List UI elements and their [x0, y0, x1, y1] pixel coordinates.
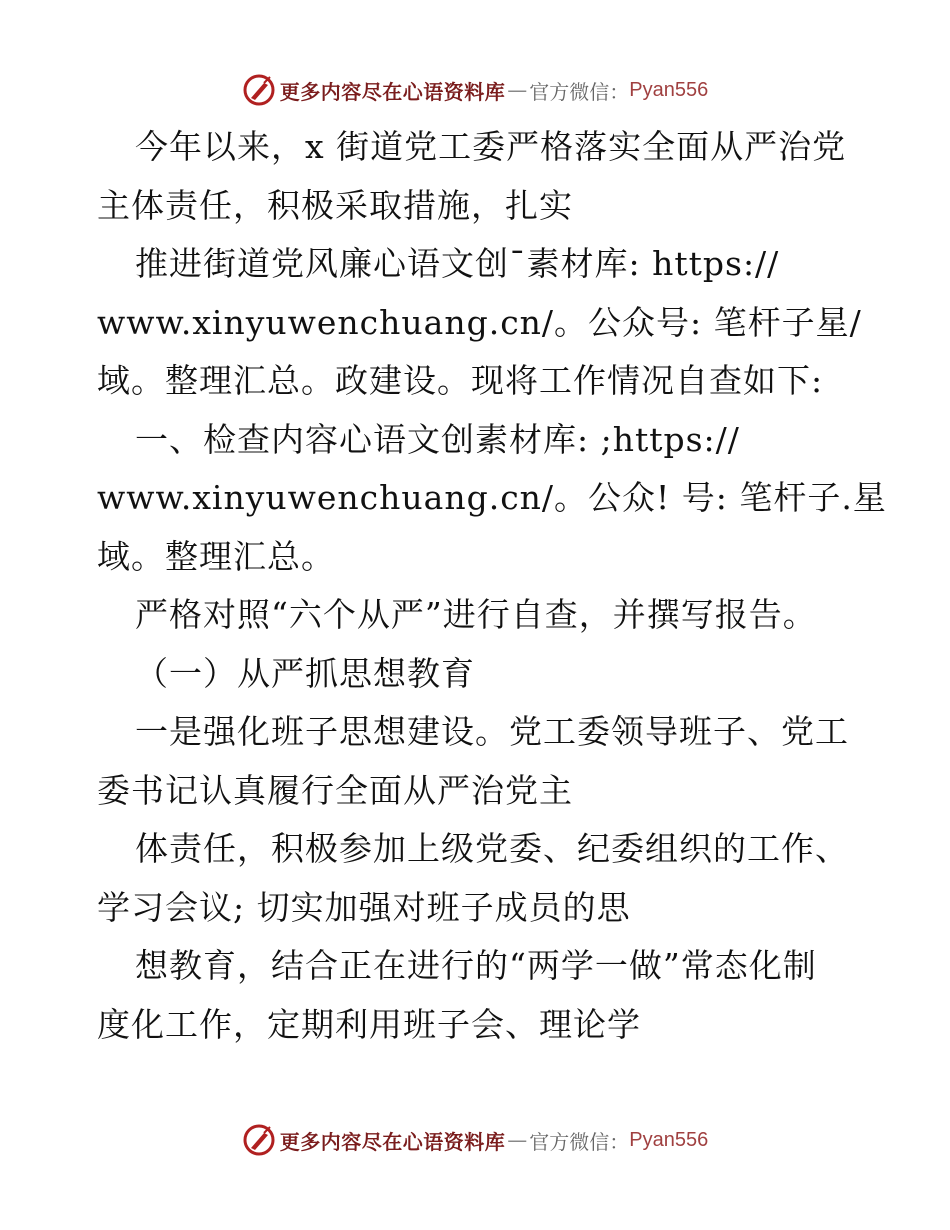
text-line: 推进街道党风廉心语文创¯素材库: https:// — [135, 244, 780, 283]
banner-wechat-label: 官方微信： — [529, 79, 630, 104]
text-line: 度化工作，定期利用班子会、理论学 — [97, 1004, 641, 1044]
banner-dash: — — [507, 1128, 528, 1152]
text-line: www.xinyuwenchuang.cn/。公众号: 笔杆子星/ — [97, 302, 862, 342]
text-line: 想教育，结合正在进行的“两学一做”常态化制 — [135, 946, 817, 985]
banner-text: 更多内容尽在心语资料库 — [279, 1129, 506, 1154]
banner-dash: — — [507, 78, 528, 102]
banner-text: 更多内容尽在心语资料库 — [279, 79, 506, 104]
text-line: 域。整理汇总。 — [97, 536, 335, 576]
section-heading: 一、检查内容心语文创素材库: ;https:// — [135, 419, 740, 459]
text-line: 一是强化班子思想建设。党工委领导班子、党工 — [135, 712, 849, 751]
quill-logo-icon — [242, 73, 276, 107]
header-banner — [0, 70, 950, 110]
subsection-heading: （一）从严抓思想教育 — [135, 653, 475, 693]
text-line: 委书记认真履行全面从严治党主 — [97, 770, 573, 810]
text-line: 域。整理汇总。政建设。现将工作情况自查如下: — [97, 361, 824, 400]
banner-wechat-id: Pyan556 — [629, 1128, 709, 1151]
banner-wechat-id: Pyan556 — [629, 78, 709, 101]
footer-banner — [0, 1120, 950, 1160]
quill-logo-icon — [242, 1123, 276, 1157]
text-line: 今年以来，x 街道党工委严格落实全面从严治党 — [135, 127, 847, 166]
document-body — [97, 118, 887, 1054]
text-line: www.xinyuwenchuang.cn/。公众! 号: 笔杆子.星 — [97, 478, 887, 517]
banner-wechat-label: 官方微信： — [529, 1129, 630, 1154]
text-line: 体责任，积极参加上级党委、纪委组织的工作、 — [135, 829, 849, 868]
text-line: 学习会议; 切实加强对班子成员的思 — [97, 887, 631, 927]
text-line: 严格对照“六个从严”进行自查，并撰写报告。 — [135, 595, 817, 634]
text-line: 主体责任，积极采取措施，扎实 — [97, 185, 573, 225]
